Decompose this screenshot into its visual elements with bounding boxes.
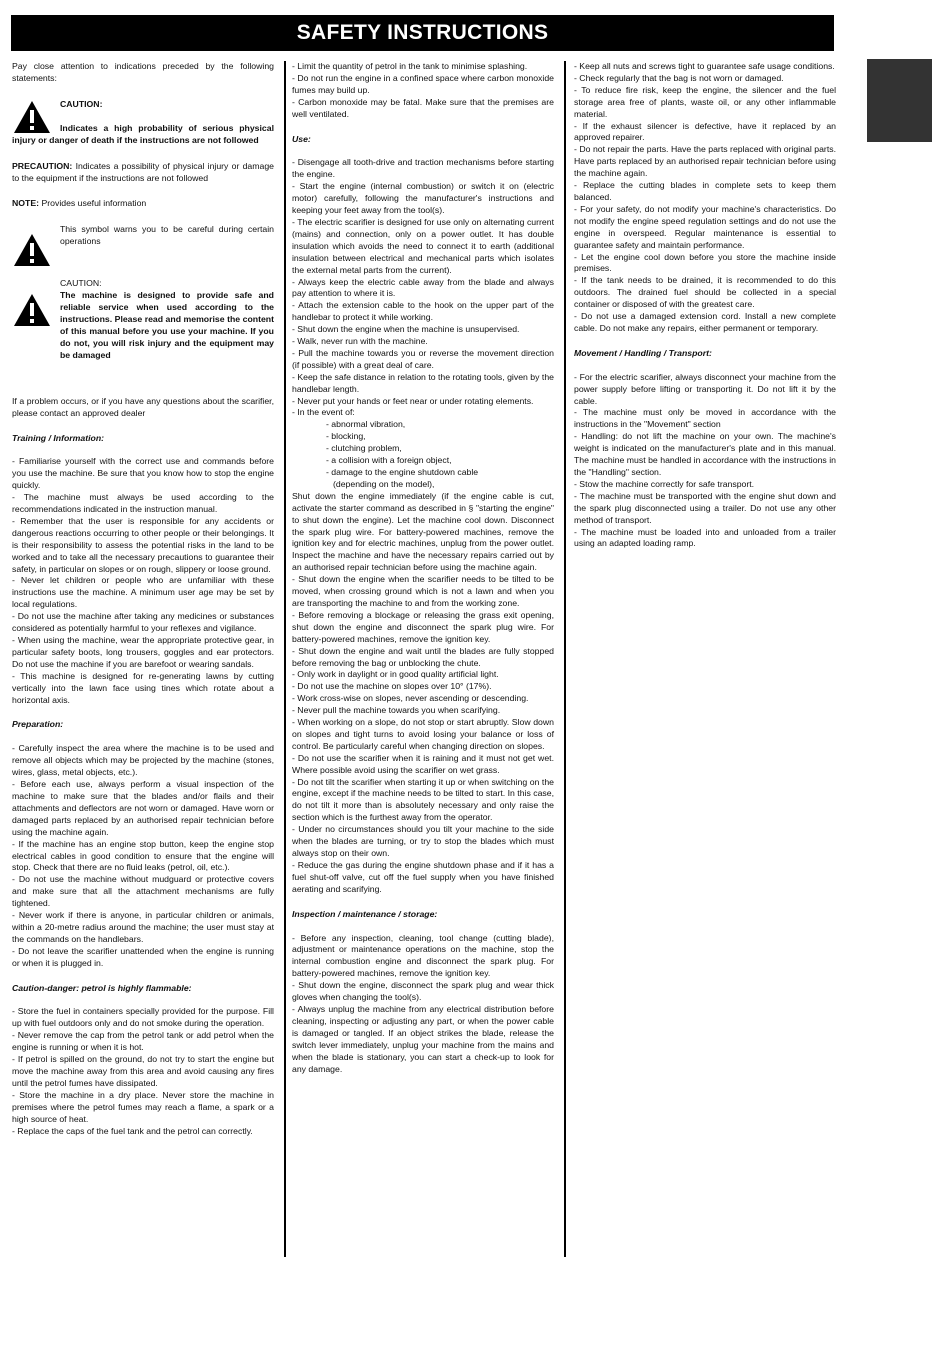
use-item: - Shut down the engine when the machine is unsupervised. [292, 324, 520, 335]
petrol-heading: Caution-danger: petrol is highly flammable: [12, 982, 192, 993]
precaution-label: PRECAUTION: [12, 160, 73, 171]
maintenance-item: - To reduce fire risk, keep the engine, the silencer and the fuel storage area free of plants, waste oil, or any other inflammable material. [574, 84, 836, 119]
petrol-item: - If petrol is spilled on the ground, do not try to start the engine but move the machine away from this area and avoid causing any fires until the petrol fumes have dissipated. [12, 1054, 274, 1088]
training-item: - Remember that the user is responsible for any accidents or dangerous reactions occurring to other people or their belongings. It is their responsibility to assess the potential risks in the land to be worked and to take all the necessary precautions to guarantee their safety, in particular on slopes or on rough, slippery or loose ground. [12, 515, 274, 574]
event-item: - clutching problem, [326, 443, 402, 454]
training-heading: Training / Information: [12, 432, 105, 443]
preparation-item: - Carefully inspect the area where the machine is to be used and remove all objects which may be projected by the machine (stones, wires, glass, metal objects, etc.). [12, 743, 274, 778]
petrol-item: - Store the fuel in containers specially provided for the purpose. Fill up with fuel outdoors only and do not smoke during the operation. [12, 1006, 274, 1029]
note-text [12, 198, 274, 210]
training-item: - The machine must always be used according to the recommendations indicated in the instruction manual. [12, 492, 274, 515]
preparation-item: - Before each use, always perform a visual inspection of the machine to make sure that the blades and/or flails and their attachments and deflectors are not worn or damaged. Have worn or damaged parts replaced by an authorised repair technician before using the machine again. [12, 779, 274, 837]
warning-triangle-icon [12, 232, 52, 268]
precaution-body: Indicates a possibility of physical injury or damage to the equipment if the instructions are not followed [12, 160, 274, 183]
use-item: - Reduce the gas during the engine shutdown phase and if it has a fuel shut-off valve, cut off the fuel supply when you have finished aerating and scarifying. [292, 859, 554, 894]
event-item: - abnormal vibration, [326, 419, 406, 430]
caution-text-2: The machine is designed to provide safe and reliable service when used according to the instructions. Please read and memorise the content of this manual before you use your machine. If you do not, you will risk injury and the equipment may be damaged [60, 290, 274, 360]
petrol-item: - Store the machine in a dry place. Never store the machine in premises where the petrol fumes may reach a flame, a spark or a high source of heat. [12, 1089, 274, 1124]
use-item: - In the event of: [292, 407, 355, 418]
movement-item: - The machine must be loaded into and unloaded from a trailer using an adapted loading ramp. [574, 526, 836, 549]
use-item: - Walk, never run with the machine. [292, 336, 428, 347]
maintenance-item: - If the tank needs to be drained, it is recommended to do this outdoors. The drained fuel should be collected in a special container or disposed of with the greatest care. [574, 275, 836, 310]
use-item: - Shut down the engine when the scarifier needs to be tilted to be moved, when crossing ground which is not a lawn and when you are transporting the machine to and from the working zone. [292, 574, 554, 608]
use-heading: Use: [292, 133, 311, 144]
event-item: - damage to the engine shutdown cable [326, 467, 479, 477]
maintenance-item: - Replace the cutting blades in complete sets to keep them balanced. [574, 180, 836, 202]
maintenance-item: - For your safety, do not modify your machine's characteristics. Do not modify the engine speed regulation settings and do not use the engine in overspeed. Regular maintenance is essential to guarantee safety and maintain performance. [574, 203, 836, 250]
training-item: - This machine is designed for re-generating lawns by cutting vertically into the lawn face using tines which rotate about a horizontal axis. [12, 670, 274, 705]
precaution-text [12, 161, 274, 185]
maintenance-item: - Let the engine cool down before you store the machine inside premises. [574, 251, 836, 274]
preparation-item: - Never work if there is anyone, in particular children or animals, within a 20-metre radius around the machine; the user must stay at the commands on the handlebars. [12, 910, 274, 944]
use-item: - Never pull the machine towards you when scarifying. [292, 705, 501, 716]
use-item: - Do not use the machine on slopes over 10° (17%). [292, 681, 492, 692]
event-list [326, 419, 554, 490]
use-item: - Do not use the scarifier when it is raining and it must not get wet. Where possible avoid using the scarifier on wet grass. [292, 752, 554, 775]
movement-item: - For the electric scarifier, always disconnect your machine from the power supply before lifting or transporting it. Do not lift it by the cable. [574, 371, 836, 406]
use-item: - Attach the extension cable to the hook on the upper part of the handlebar to protect it while working. [292, 300, 554, 323]
preparation-heading: Preparation: [12, 719, 64, 730]
use-item: - Shut down the engine and wait until the blades are fully stopped before removing the bag or unblocking the chute. [292, 645, 554, 668]
use-item: - Keep the safe distance in relation to the rotating tools, given by the handlebar length. [292, 371, 554, 394]
movement-heading: Movement / Handling / Transport: [574, 347, 712, 358]
preparation-item: - If the machine has an engine stop button, keep the engine stop electrical cables in good condition to ensure that the engine will stop. Check that there are no fluid leaks (petrol, oil, etc.). [12, 838, 274, 873]
use-item: - Under no circumstances should you tilt your machine to the side when the blades are turning, or try to stop the blades which must always stop on their own. [292, 824, 554, 858]
use-item: - Pull the machine towards you or reverse the movement direction (if possible) with a great deal of care. [292, 347, 554, 370]
movement-item: - Handling: do not lift the machine on your own. The machine's weight is indicated on the manufacturer's plate and in this manual. The machine must be handled in accordance with the instructions in the "Handling" section. [574, 431, 836, 477]
use-item: - Before removing a blockage or releasing the grass exit opening, shut down the engine and disconnect the spark plug wire. For battery-powered machines, remove the ignition key. [292, 609, 554, 644]
movement-item: - Stow the machine correctly for safe transport. [574, 478, 755, 489]
training-item: - Do not use the machine after taking any medicines or substances considered as potentially harmful to your reflexes and vigilance. [12, 611, 274, 634]
event-item: (depending on the model), [333, 478, 435, 489]
inspection-item: - Shut down the engine, disconnect the spark plug and wear thick gloves when changing the tool(s). [292, 980, 554, 1003]
section-tab-marker [867, 59, 932, 142]
preparation-item: - Do not leave the scarifier unattended when the engine is running or when it is plugged in. [12, 945, 274, 968]
movement-item: - The machine must be transported with the engine shut down and the spark plug disconnected using a trailer. Do not use any other method of transport. [574, 490, 836, 525]
inspection-heading: Inspection / maintenance / storage: [292, 908, 438, 919]
note-body: Provides useful information [41, 198, 147, 209]
training-item: - Never let children or people who are unfamiliar with these instructions use the machine. A minimum user age may be set by local regulations. [12, 575, 274, 610]
use-item: - The electric scarifier is designed for use only on alternating current (mains) and connection, only on a power outlet. It has double insulation which avoids the need to connect it to earth (additional insulation between electrical and mechanical parts which isolates the external metal parts from the current). [292, 216, 554, 275]
use-item: Shut down the engine immediately (if the engine cable is cut, activate the starter command as described in § "starting the engine" to shut down the engine). Let the machine cool down. Disconnect the spark plug wire. For battery-powered machines, remove the ignition key and for electric machines, unplug from the power outlet. Inspect the machine and have the necessary repairs carried out by an authorised repair technician before using the machine again. [292, 490, 554, 573]
column-divider-1 [284, 61, 286, 1257]
column-1 [12, 61, 274, 1137]
use-item: - Never put your hands or feet near or under rotating elements. [292, 395, 534, 406]
use-item: - When working on a slope, do not stop or start abruptly. Slow down on slopes and tight turns to avoid losing your balance or loss of control. Be particularly careful when changing direction on slopes. [292, 717, 554, 751]
use-item: - Disengage all tooth-drive and traction mechanisms before starting the engine. [292, 157, 554, 180]
intro-text: Pay close attention to indications preceded by the following statements: [12, 61, 274, 83]
petrol-continued-item: - Do not run the engine in a confined space where carbon monoxide fumes may build up. [292, 72, 554, 95]
problem-text: If a problem occurs, or if you have any questions about the scarifier, please contact an approved dealer [12, 395, 274, 418]
event-item: - blocking, [326, 431, 366, 442]
maintenance-item: - Do not use a damaged extension cord. Install a new complete cable. Do not make any repairs, either permanent or temporary. [574, 311, 836, 333]
use-item: - Only work in daylight or in good quality artificial light. [292, 669, 499, 680]
movement-item: - The machine must only be moved in accordance with the instructions in the "Movement" section [574, 407, 836, 430]
inspection-item: - Always unplug the machine from any electrical distribution before cleaning, inspecting or adjusting any part, or when the power cable is damaged or tangled. If an object strikes the blade, release the switch lever immediately, unplug your machine from the mains and when the blade is stationary, you can start a check-up to look for any damage. [292, 1003, 554, 1074]
event-item: - a collision with a foreign object, [326, 455, 452, 466]
symbol-text: This symbol warns you to be careful during certain operations [60, 224, 274, 247]
preparation-item: - Do not use the machine without mudguard or protective covers and make sure that all the attachment mechanisms are fully tightened. [12, 874, 274, 909]
page-title: SAFETY INSTRUCTIONS [11, 15, 834, 51]
symbol-block [12, 224, 274, 268]
use-item: - Work cross-wise on slopes, never ascending or descending. [292, 693, 529, 704]
training-item: - Familiarise yourself with the correct use and commands before you use the machine. Be sure that you know how to stop the engine quickly. [12, 456, 274, 491]
use-item: - Start the engine (internal combustion) or switch it on (electric motor) carefully, following the manufacturer's instructions and keeping your feet away from the tool(s). [292, 181, 554, 216]
petrol-item: - Never remove the cap from the petrol tank or add petrol when the engine is running or when it is hot. [12, 1030, 274, 1053]
maintenance-item: - Keep all nuts and screws tight to guarantee safe usage conditions. [574, 61, 835, 71]
column-divider-2 [564, 61, 566, 1257]
column-3 [574, 61, 836, 550]
use-item: - Always keep the electric cable away from the blade and always pay attention to where it is. [292, 276, 554, 299]
maintenance-item: - Check regularly that the bag is not worn or damaged. [574, 72, 784, 83]
use-item: - Do not tilt the scarifier when starting it up or when switching on the engine, except if the machine needs to be tilted to start. In this case, do not tilt it more than is absolutely necessary and only raise the section which is the furthest away from the operator. [292, 776, 554, 823]
caution-block-2 [12, 278, 274, 361]
caution-label-1: CAUTION: [60, 98, 103, 109]
inspection-item: - Before any inspection, cleaning, tool change (cutting blade), adjustment or maintenance operations on the machine, stop the internal combustion engine and disconnect the spark plug. For battery-powered machines, remove the ignition key. [292, 932, 554, 979]
warning-triangle-icon [12, 292, 52, 328]
note-label: NOTE: [12, 198, 40, 209]
maintenance-item: - If the exhaust silencer is defective, have it replaced by an approved repairer. [574, 120, 836, 143]
petrol-continued-item: - Carbon monoxide may be fatal. Make sure that the premises are well ventilated. [292, 96, 554, 119]
petrol-continued-item: - Limit the quantity of petrol in the tank to minimise splashing. [292, 61, 528, 71]
caution-text-1: Indicates a high probability of serious physical injury or danger of death if the instructions are not followed [12, 122, 274, 145]
maintenance-item: - Do not repair the parts. Have the parts replaced with original parts. Have parts replaced by an authorised repair technician before using the machine again. [574, 144, 836, 179]
caution-label-2: CAUTION: [60, 278, 102, 289]
warning-triangle-icon [12, 99, 52, 135]
training-item: - When using the machine, wear the appropriate protective gear, in particular safety boots, long trousers, goggles and ear protectors. Do not use the machine if you are barefoot or wearing sandals. [12, 635, 274, 669]
petrol-item: - Replace the caps of the fuel tank and the petrol can correctly. [12, 1125, 253, 1136]
column-2 [292, 61, 554, 1075]
